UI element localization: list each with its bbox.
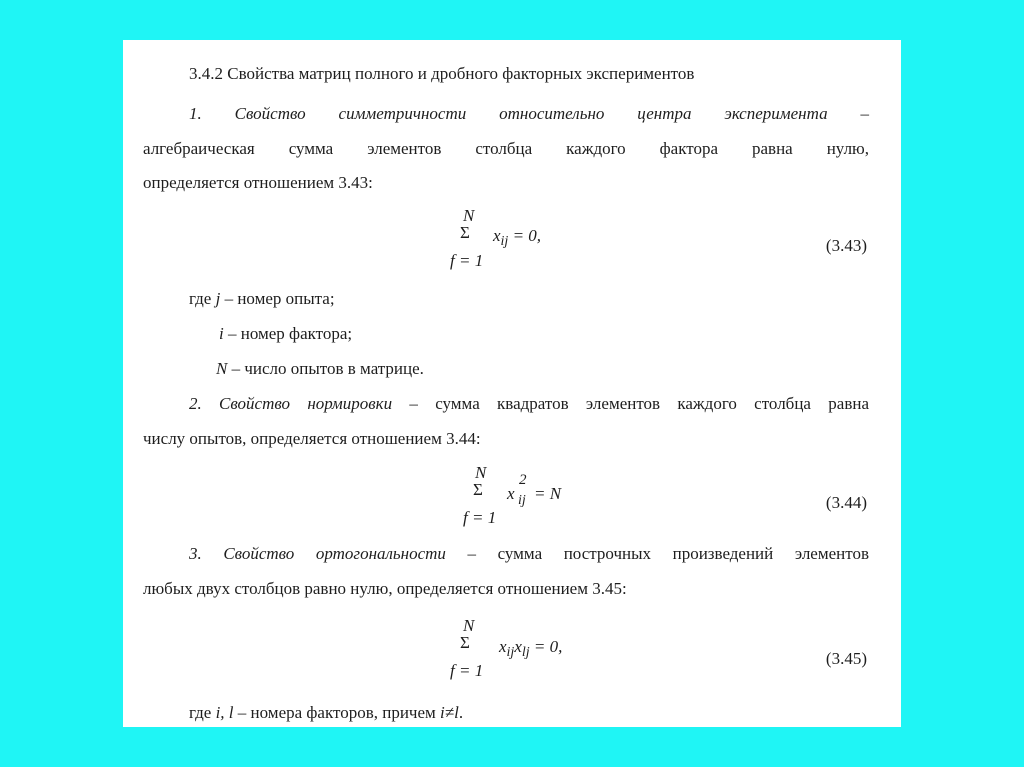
- where-line-2: i – номер фактора;: [219, 324, 353, 343]
- property-2-line-2: числу опытов, определяется отношением 3.44:: [143, 429, 481, 448]
- section-title: 3.4.2 Свойства матриц полного и дробного факторных экспериментов: [189, 64, 695, 83]
- property-1-line-3: определяется отношением 3.43:: [143, 173, 373, 192]
- property-3-heading: 3. Свойство ортогональности: [189, 544, 446, 563]
- property-1-heading: 1. Свойство симметричности относительно центра эксперимента: [189, 104, 828, 123]
- property-2-heading: 2. Свойство нормировки: [189, 394, 393, 413]
- property-3-line-1: 3. Свойство ортогональности – сумма построчных произведений элементов: [189, 544, 869, 563]
- where-line-3: N – число опытов в матрице.: [216, 359, 424, 378]
- property-1-line-1: 1. Свойство симметричности относительно центра эксперимента –: [189, 104, 869, 123]
- where-line-1: где j – номер опыта;: [189, 289, 335, 308]
- document-page: 3.4.2 Свойства матриц полного и дробного факторных экспериментов 1. Свойство симметричности относительно центра эксперимента – алгебраическая сумма элементов столбца каждого фактора равна нулю, определяется отношением 3.43: N Σ f = 1 $x_{ij} = 0$, (3.43) где j – номер опыта; i – номер фактора; N – число опытов в матрице. 2. Свойство нормировки – сумма квадратов элементов каждого столбца равна числу опытов, определяется отношением 3.44: N Σ f = 1 x 2 ij = N (3.44) 3. Свойство ортогональности – сумма построчных произведений элементов любых двух столбцов равно нулю, определяется отношением 3.45: N Σ f = 1 $x_{ij}x_{lj} = 0$, (3.45) где i, l – номера факторов, причем i≠l.: [123, 40, 901, 727]
- where-line-final: где i, l – номера факторов, причем i≠l.: [189, 703, 464, 722]
- equation-number-3-45: (3.45): [825, 649, 867, 668]
- property-3-line-2: любых двух столбцов равно нулю, определяется отношением 3.45:: [143, 579, 627, 598]
- equation-number-3-44: (3.44): [825, 493, 867, 512]
- property-2-line-1: 2. Свойство нормировки – сумма квадратов элементов каждого столбца равна: [189, 394, 869, 413]
- equation-number-3-43: (3.43): [825, 236, 867, 255]
- property-1-line-2: алгебраическая сумма элементов столбца каждого фактора равна нулю,: [143, 139, 869, 158]
